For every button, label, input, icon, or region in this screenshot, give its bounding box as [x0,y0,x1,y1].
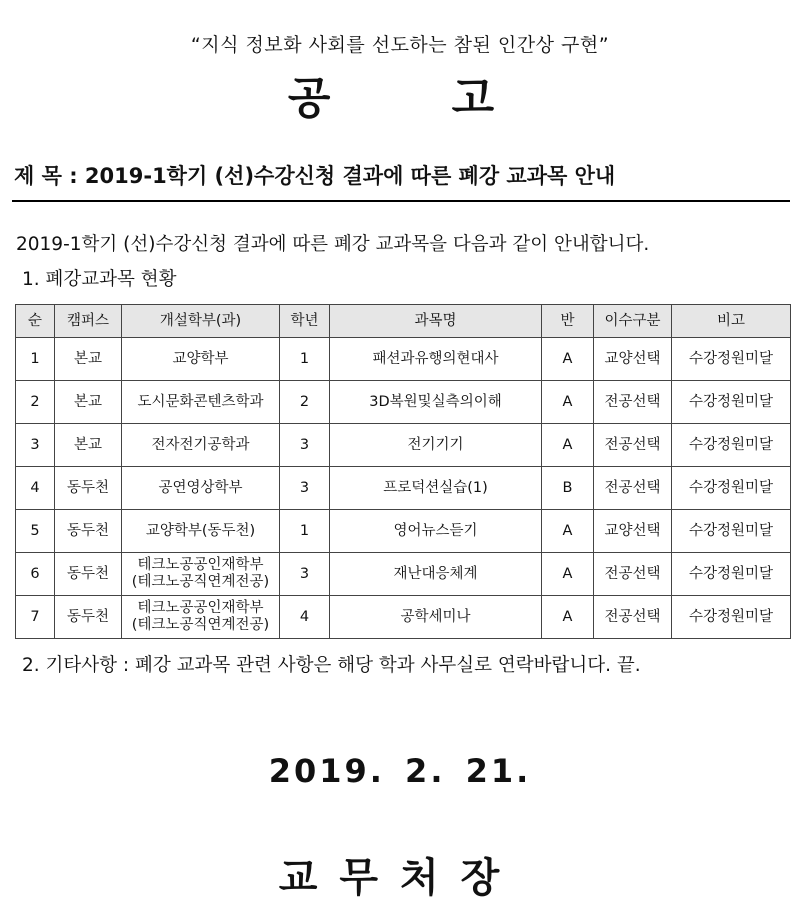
cell-no: 6 [16,553,55,596]
subject-line: 제 목 : 2019-1학기 (선)수강신청 결과에 따른 폐강 교과목 안내 [14,164,616,188]
cell-course: 3D복원및실측의이해 [330,381,542,424]
cell-dept [122,424,280,467]
cell-grade: 2 [280,381,330,424]
section2-notes: 2. 기타사항 : 폐강 교과목 관련 사항은 해당 학과 사무실로 연락바랍니다. 끝. [22,655,641,676]
dept-name: 테크노공공인재학부 [137,557,264,573]
cell-course: 영어뉴스듣기 [330,510,542,553]
issuer: 교무처장 [278,855,522,901]
table-row [16,424,791,467]
cell-campus: 동두천 [55,596,122,639]
cell-grade: 3 [280,424,330,467]
cell-section: A [542,510,594,553]
header-dept: 개설학부(과) [122,305,280,338]
table-row [16,510,791,553]
cell-grade: 3 [280,467,330,510]
cell-campus: 동두천 [55,510,122,553]
cell-campus: 동두천 [55,553,122,596]
cell-no: 4 [16,467,55,510]
cell-course: 재난대응체계 [330,553,542,596]
cell-note: 수강정원미달 [672,596,791,639]
cell-dept [122,338,280,381]
cell-note: 수강정원미달 [672,467,791,510]
cell-note: 수강정원미달 [672,424,791,467]
table-row [16,467,791,510]
subject-divider [12,200,790,202]
cell-course: 공학세미나 [330,596,542,639]
cell-no: 2 [16,381,55,424]
dept-name: 테크노공공인재학부 [137,600,264,616]
intro-text: 2019-1학기 (선)수강신청 결과에 따른 폐강 교과목을 다음과 같이 안내합니다. [16,234,650,255]
header-note: 비고 [672,305,791,338]
table-row [16,338,791,381]
cell-note: 수강정원미달 [672,381,791,424]
section1-title: 1. 폐강교과목 현황 [22,269,177,290]
slogan: “지식 정보화 사회를 선도하는 참된 인간상 구현” [190,34,610,56]
dept-subname: (테크노공직연계전공) [131,617,270,633]
cell-campus: 동두천 [55,467,122,510]
cell-no: 1 [16,338,55,381]
cell-note: 수강정원미달 [672,338,791,381]
dept-subname: (테크노공직연계전공) [131,574,270,590]
dept-name: 전자전기공학과 [151,436,250,453]
cell-course: 패션과유행의현대사 [330,338,542,381]
cell-campus: 본교 [55,424,122,467]
header-campus: 캠퍼스 [55,305,122,338]
notice-title: 공 고 [287,73,513,124]
cell-type: 전공선택 [594,467,672,510]
cell-dept [122,553,280,596]
cell-type: 전공선택 [594,553,672,596]
cell-type: 교양선택 [594,510,672,553]
cell-grade: 4 [280,596,330,639]
cell-section: A [542,381,594,424]
cell-campus: 본교 [55,381,122,424]
header-course: 과목명 [330,305,542,338]
cell-no: 5 [16,510,55,553]
cell-no: 3 [16,424,55,467]
cell-section: A [542,338,594,381]
cell-dept [122,467,280,510]
cell-grade: 3 [280,553,330,596]
cell-campus: 본교 [55,338,122,381]
cell-grade: 1 [280,338,330,381]
cell-section: A [542,424,594,467]
table-row [16,381,791,424]
cell-grade: 1 [280,510,330,553]
header-no: 순 [16,305,55,338]
table-body [16,338,791,639]
dept-name: 교양학부(동두천) [145,522,256,539]
header-section: 반 [542,305,594,338]
cell-section: A [542,553,594,596]
header-grade: 학년 [280,305,330,338]
cell-dept [122,510,280,553]
dept-name: 도시문화콘텐츠학과 [137,393,264,410]
header-type: 이수구분 [594,305,672,338]
cell-type: 전공선택 [594,381,672,424]
cell-dept [122,596,280,639]
cell-course: 전기기기 [330,424,542,467]
table-row [16,596,791,639]
cell-no: 7 [16,596,55,639]
dept-name: 교양학부 [172,350,229,367]
cell-dept [122,381,280,424]
table-row [16,553,791,596]
cell-section: B [542,467,594,510]
cell-type: 전공선택 [594,596,672,639]
cell-note: 수강정원미달 [672,553,791,596]
dept-name: 공연영상학부 [158,479,243,496]
cell-course: 프로덕션실습(1) [330,467,542,510]
closed-courses-table [15,304,791,639]
cell-type: 전공선택 [594,424,672,467]
notice-date: 2019. 2. 21. [268,752,532,790]
cell-note: 수강정원미달 [672,510,791,553]
cell-section: A [542,596,594,639]
cell-type: 교양선택 [594,338,672,381]
table-header-row [16,305,791,338]
